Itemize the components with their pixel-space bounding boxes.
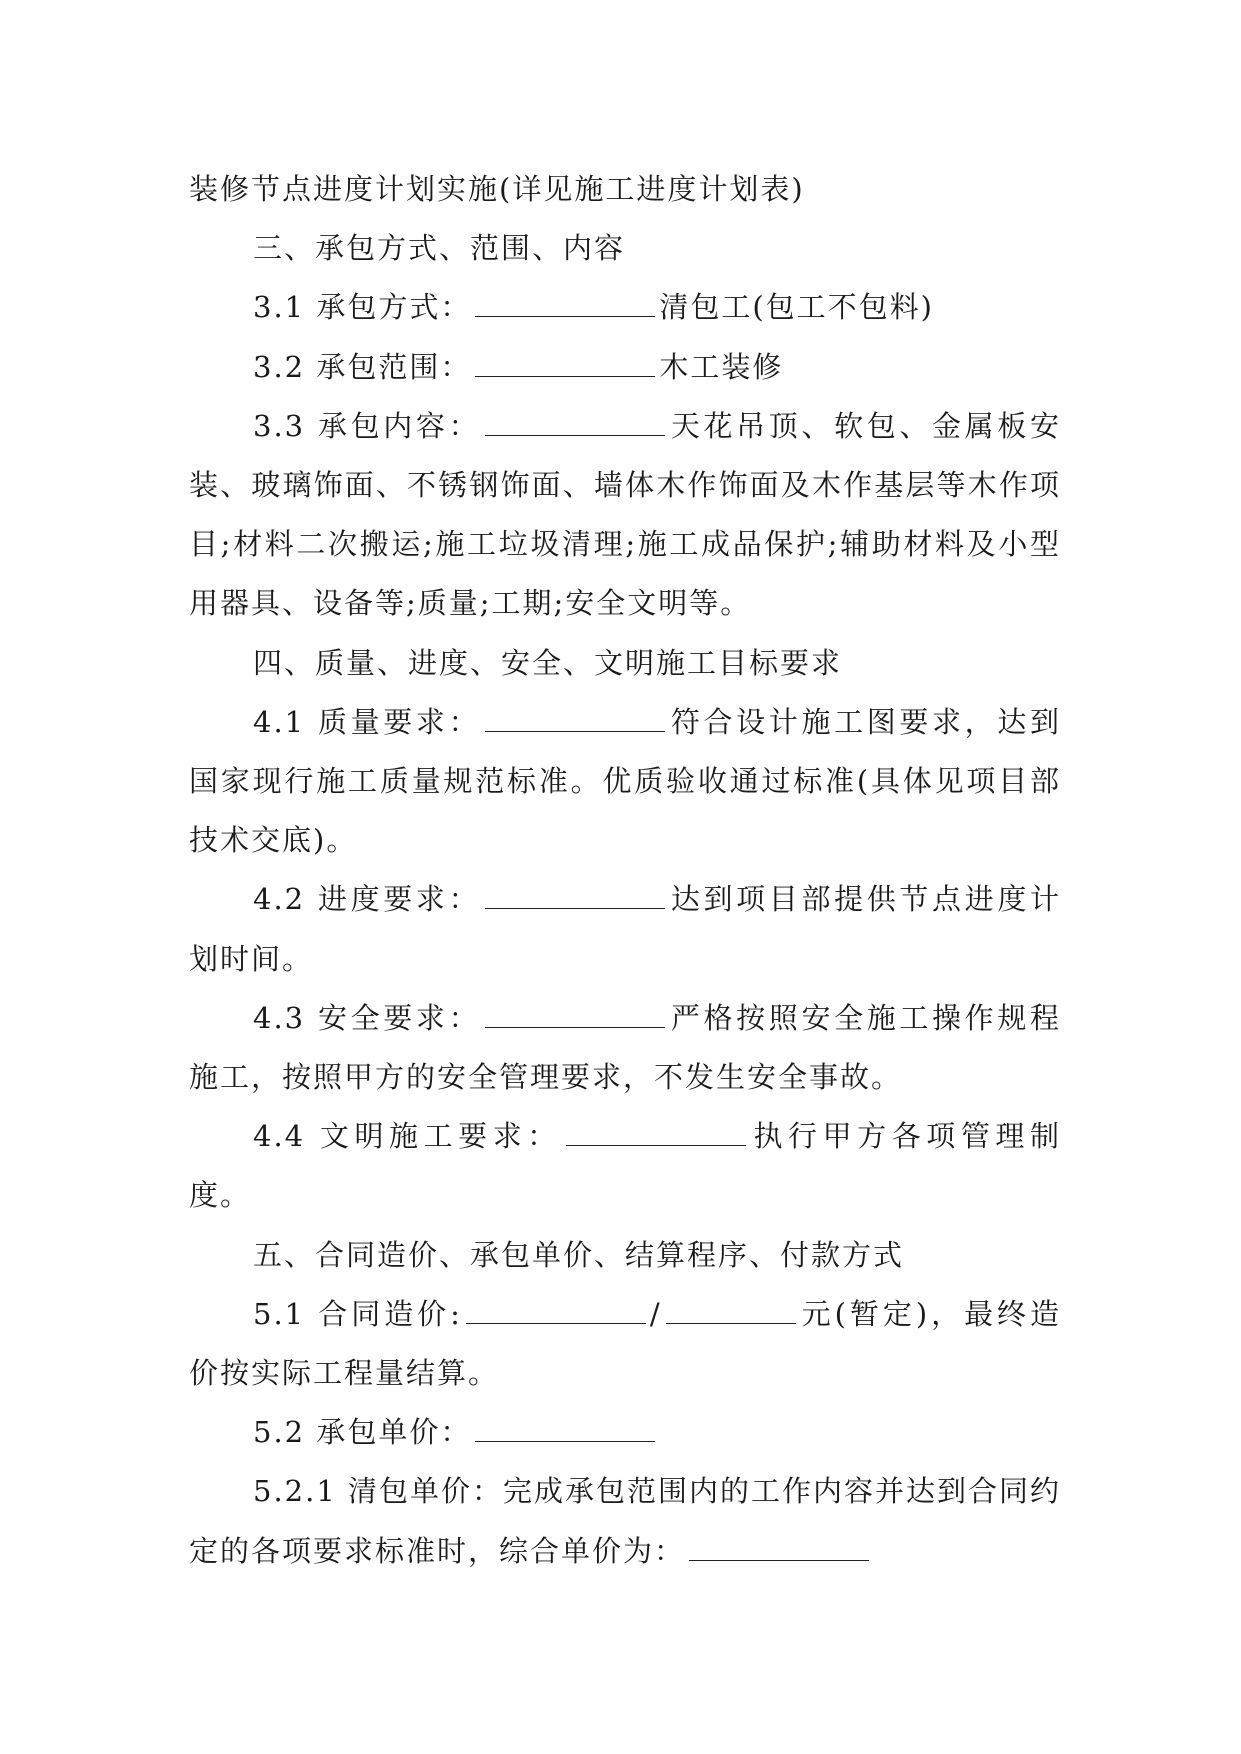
heading-text: 三、承包方式、范围、内容 (253, 231, 626, 266)
fill-blank[interactable] (485, 409, 665, 436)
clause-value: 达到项目部提供节点进度计划时间。 (189, 882, 1061, 976)
clause-label: 4.3 安全要求： (253, 1000, 482, 1035)
fill-blank[interactable] (475, 1415, 655, 1442)
fill-blank[interactable] (666, 1297, 796, 1324)
fill-blank[interactable] (466, 1297, 646, 1324)
clause-label: 3.2 承包范围： (253, 349, 472, 384)
heading-text: 五、合同造价、承包单价、结算程序、付款方式 (253, 1237, 905, 1272)
fill-blank[interactable] (475, 290, 655, 317)
clause-3-2 (189, 338, 1061, 397)
clause-label: 3.1 承包方式： (253, 290, 472, 325)
clause-value: 执行甲方各项管理制度。 (189, 1119, 1061, 1213)
section-heading-3 (189, 219, 1061, 278)
clause-5-2-1 (189, 1462, 1061, 1580)
clause-3-3 (189, 397, 1061, 634)
clause-value: 木工装修 (659, 349, 784, 384)
paragraph-text: 装修节点进度计划实施(详见施工进度计划表) (189, 172, 805, 206)
clause-value: 元(暂定)，最终造价按实际工程量结算。 (189, 1296, 1061, 1391)
clause-value: 严格按照安全施工操作规程施工，按照甲方的安全管理要求，不发生安全事故。 (189, 1000, 1061, 1095)
fill-blank[interactable] (485, 1001, 665, 1028)
clause-value: 清包工(包工不包料) (659, 290, 934, 325)
clause-3-1 (189, 278, 1061, 337)
clause-value: 符合设计施工图要求，达到国家现行施工质量规范标准。优质验收通过标准(具体见项目部技术交底)。 (189, 704, 1061, 858)
clause-label: 5.1 合同造价: (253, 1296, 462, 1331)
fill-blank[interactable] (485, 882, 665, 909)
clause-4-4 (189, 1107, 1061, 1225)
clause-label: 4.4 文明施工要求： (253, 1119, 562, 1154)
clause-label: 3.3 承包内容： (253, 408, 482, 443)
clause-label: 4.1 质量要求： (253, 704, 482, 739)
clause-5-2 (189, 1403, 1061, 1462)
clause-label: 5.2 承包单价： (253, 1415, 472, 1450)
fill-blank[interactable] (689, 1534, 869, 1561)
fill-blank[interactable] (485, 705, 665, 732)
fill-blank[interactable] (475, 350, 655, 377)
fill-blank[interactable] (566, 1119, 746, 1146)
clause-value: 天花吊顶、软包、金属板安装、玻璃饰面、不锈钢饰面、墙体木作饰面及木作基层等木作项目;材料二次搬运;施工垃圾清理;施工成品保护;辅助材料及小型用器具、设备等;质量;工期;安全文明等。 (189, 408, 1061, 621)
clause-4-2 (189, 870, 1061, 988)
clause-label: 4.2 进度要求： (253, 882, 482, 917)
section-heading-4 (189, 634, 1061, 693)
heading-text: 四、质量、进度、安全、文明施工目标要求 (253, 645, 843, 680)
clause-4-1 (189, 693, 1061, 871)
clause-label: 5.2.1 清包单价：完成承包范围内的工作内容并达到合同约定的各项要求标准时，综合单价为： (189, 1474, 1062, 1568)
paragraph-schedule (189, 160, 1061, 219)
section-heading-5 (189, 1226, 1061, 1285)
separator-slash: / (649, 1296, 662, 1331)
clause-4-3 (189, 989, 1061, 1107)
clause-5-1 (189, 1285, 1061, 1403)
document-body (189, 160, 1061, 1581)
